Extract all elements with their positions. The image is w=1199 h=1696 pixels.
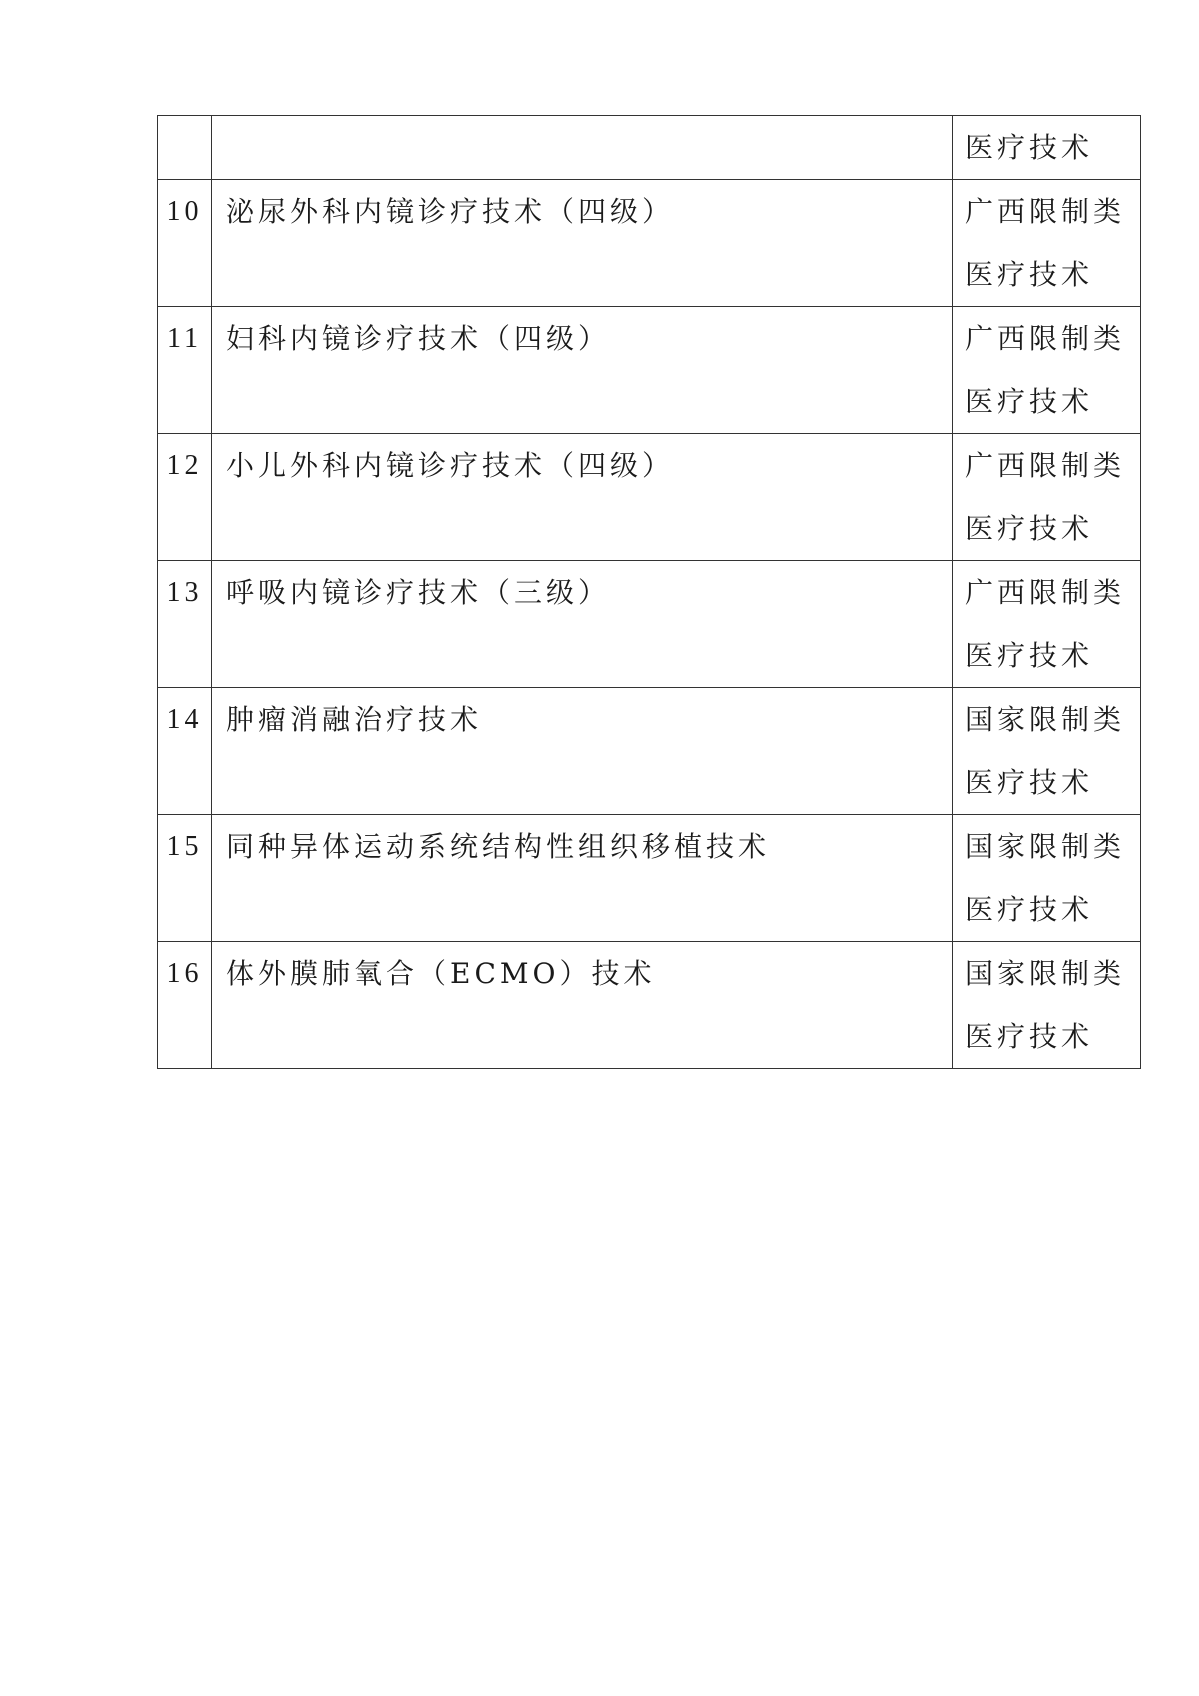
category-line: 医疗技术 bbox=[965, 893, 1094, 926]
technology-name-cell bbox=[212, 116, 953, 180]
category-cell bbox=[953, 116, 1141, 180]
technology-name-cell: 同种异体运动系统结构性组织移植技术 bbox=[212, 815, 953, 942]
technology-name-cell: 肿瘤消融治疗技术 bbox=[212, 688, 953, 815]
row-number-cell: 12 bbox=[158, 434, 212, 561]
category-line: 广西限制类 bbox=[965, 576, 1126, 609]
category-cell bbox=[953, 307, 1141, 434]
row-number-cell: 16 bbox=[158, 942, 212, 1069]
category-cell bbox=[953, 180, 1141, 307]
category-line: 广西限制类 bbox=[965, 195, 1126, 228]
technology-name-cell: 妇科内镜诊疗技术（四级） bbox=[212, 307, 953, 434]
category-cell bbox=[953, 688, 1141, 815]
category-line: 医疗技术 bbox=[965, 258, 1094, 291]
category-line: 医疗技术 bbox=[965, 385, 1094, 418]
table-row bbox=[158, 434, 1141, 561]
row-number-cell bbox=[158, 116, 212, 180]
category-line: 国家限制类 bbox=[965, 957, 1126, 990]
row-number-cell: 15 bbox=[158, 815, 212, 942]
category-line: 医疗技术 bbox=[965, 512, 1094, 545]
table-row bbox=[158, 180, 1141, 307]
row-number-cell: 11 bbox=[158, 307, 212, 434]
category-line: 医疗技术 bbox=[965, 131, 1094, 164]
category-line: 医疗技术 bbox=[965, 1020, 1094, 1053]
category-cell bbox=[953, 434, 1141, 561]
row-number-cell: 13 bbox=[158, 561, 212, 688]
row-number-cell: 10 bbox=[158, 180, 212, 307]
table-row bbox=[158, 561, 1141, 688]
category-line: 医疗技术 bbox=[965, 639, 1094, 672]
category-line: 国家限制类 bbox=[965, 703, 1126, 736]
category-line: 医疗技术 bbox=[965, 766, 1094, 799]
technology-name-cell: 呼吸内镜诊疗技术（三级） bbox=[212, 561, 953, 688]
category-cell bbox=[953, 561, 1141, 688]
table-row bbox=[158, 307, 1141, 434]
table-row-continued bbox=[158, 116, 1141, 180]
technology-name-cell: 体外膜肺氧合（ECMO）技术 bbox=[212, 942, 953, 1069]
table-row bbox=[158, 815, 1141, 942]
category-line: 国家限制类 bbox=[965, 830, 1126, 863]
row-number-cell: 14 bbox=[158, 688, 212, 815]
table-row bbox=[158, 688, 1141, 815]
table-row bbox=[158, 942, 1141, 1069]
technology-name-cell: 小儿外科内镜诊疗技术（四级） bbox=[212, 434, 953, 561]
technology-name-cell: 泌尿外科内镜诊疗技术（四级） bbox=[212, 180, 953, 307]
category-line: 广西限制类 bbox=[965, 449, 1126, 482]
category-line: 广西限制类 bbox=[965, 322, 1126, 355]
category-cell bbox=[953, 942, 1141, 1069]
category-cell bbox=[953, 815, 1141, 942]
restricted-technology-table bbox=[157, 115, 1141, 1069]
